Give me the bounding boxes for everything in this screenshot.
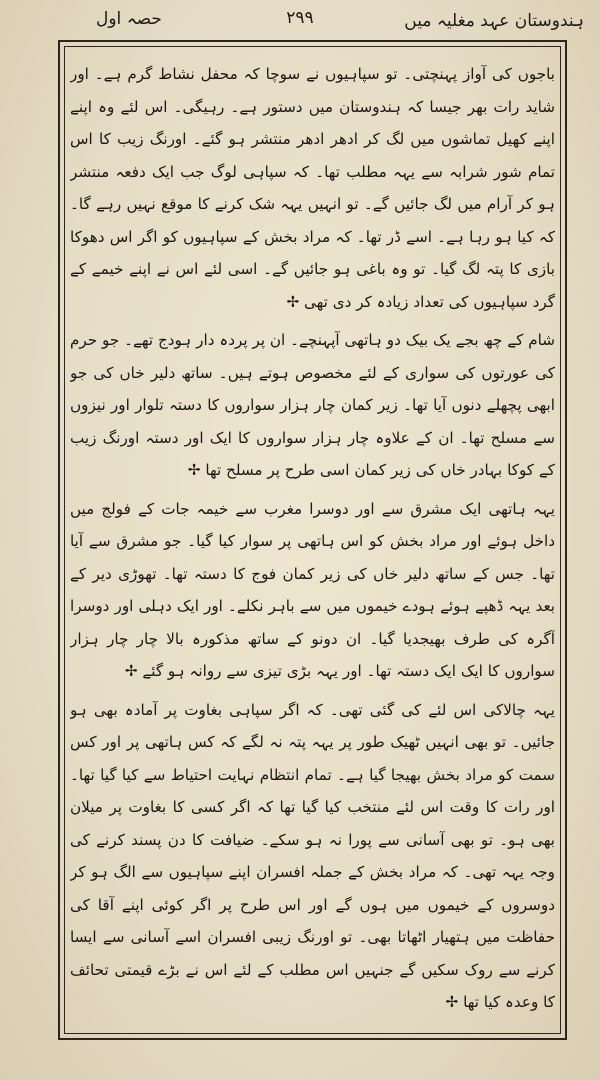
page-number: ۲۹۹ [286, 8, 314, 28]
page-header [0, 6, 600, 36]
paragraph: یہہ چالاکی اس لئے کی گئی تھی۔ کہ اگر سپاہی بغاوت پر آمادہ بھی ہو جائیں۔ تو بھی انہیں ٹھیک طور پر یہہ پتہ نہ لگے کہ کس ہاتھی پر اور کس سمت کو مراد بخش بھیجا گیا ہے۔ تمام انتظام نہایت احتیاط سے کیا گیا تھا۔ اور رات کا وقت اس لئے منتخب کیا گیا تھا کہ اگر کسی کا بغاوت پر میلان بھی ہو۔ تو بھی آسانی سے پورا نہ ہو سکے۔ ضیافت کا دن پسند کرنے کی وجہ یہہ تھی۔ کہ مراد بخش کے جملہ افسران اپنے سپاہیوں سے الگ ہو کر دوسروں کے خیموں میں ہوں گے اور اس طرح پر اگر کوئی اپنے آقا کی حفاظت میں ہتھیار اٹھاتا بھی۔ تو اورنگ زیبی افسران اسے آسانی سے ایسا کرنے سے روک سکیں گے جنہیں اس مطلب کے لئے اس نے بڑے قیمتی تحائف کا وعدہ کیا تھا ✢ [70, 700, 555, 1011]
part-label: حصہ اول [96, 9, 162, 29]
paragraph: شام کے چھ بجے یک بیک دو ہاتھی آپہنچے۔ ان پر پردہ دار ہودج تھے۔ جو حرم کی عورتوں کی سواری کے لئے مخصوص ہوتے ہیں۔ ساتھ دلیر خاں کی جو ابھی پچھلے دنوں آیا تھا۔ زیر کمان چار ہزار سواروں کا دستہ تلوار اور نیزوں سے مسلح تھا۔ ان کے علاوہ چار ہزار سواروں کا ایک اور دستہ اورنگ زیب کے کوکا بہادر خاں کی زیر کمان اسی طرح پر مسلح تھا ✢ [70, 331, 555, 479]
paragraph: باجوں کی آواز پہنچتی۔ تو سپاہیوں نے سوچا کہ محفل نشاط گرم ہے۔ اور شاید رات بھر جیسا کہ ہندوستان میں دستور ہے۔ رہیگی۔ اس لئے وہ اپنے اپنے کھیل تماشوں میں لگ کر ادھر ادھر منتشر ہو گئے۔ اورنگ زیب کا اس تمام شور شرابہ سے یہہ مطلب تھا۔ کہ سپاہی لوگ جب ایک دفعہ منتشر ہو کر آرام میں لگ جائیں گے۔ تو انہیں یہہ شک کرنے کا موقع نہیں رہے گا۔ کہ کیا ہو رہا ہے۔ اسے ڈر تھا۔ کہ مراد بخش کے سپاہیوں کو اگر اس دھوکا بازی کا پتہ لگ گیا۔ تو وہ باغی ہو جائیں گے۔ اسی لئے اس نے اپنے خیمے کے گرد سپاہیوں کی تعداد زیادہ کر دی تھی ✢ [70, 65, 555, 311]
running-title: ہندوستان عہد مغلیہ میں [404, 11, 584, 31]
paragraph: یہہ ہاتھی ایک مشرق سے اور دوسرا مغرب سے خیمہ جات کے فولج میں داخل ہوئے اور مراد بخش کو اس ہاتھی پر سوار کیا گیا۔ جو مشرق سے آیا تھا۔ جس کے ساتھ دلیر خاں کی زیر کمان فوج کا دستہ تھا۔ تھوڑی دیر کے بعد یہہ ڈھپے ہوئے ہودے خیموں میں سے باہر نکلے۔ اور ایک دہلی اور دوسرا آگرہ کی طرف بھیجدیا گیا۔ ان دونو کے ساتھ مذکورہ بالا چار چار ہزار سواروں کا ایک ایک دستہ تھا۔ اور یہہ بڑی تیزی سے روانہ ہو گئے ✢ [70, 499, 555, 680]
body-text [70, 58, 555, 1028]
